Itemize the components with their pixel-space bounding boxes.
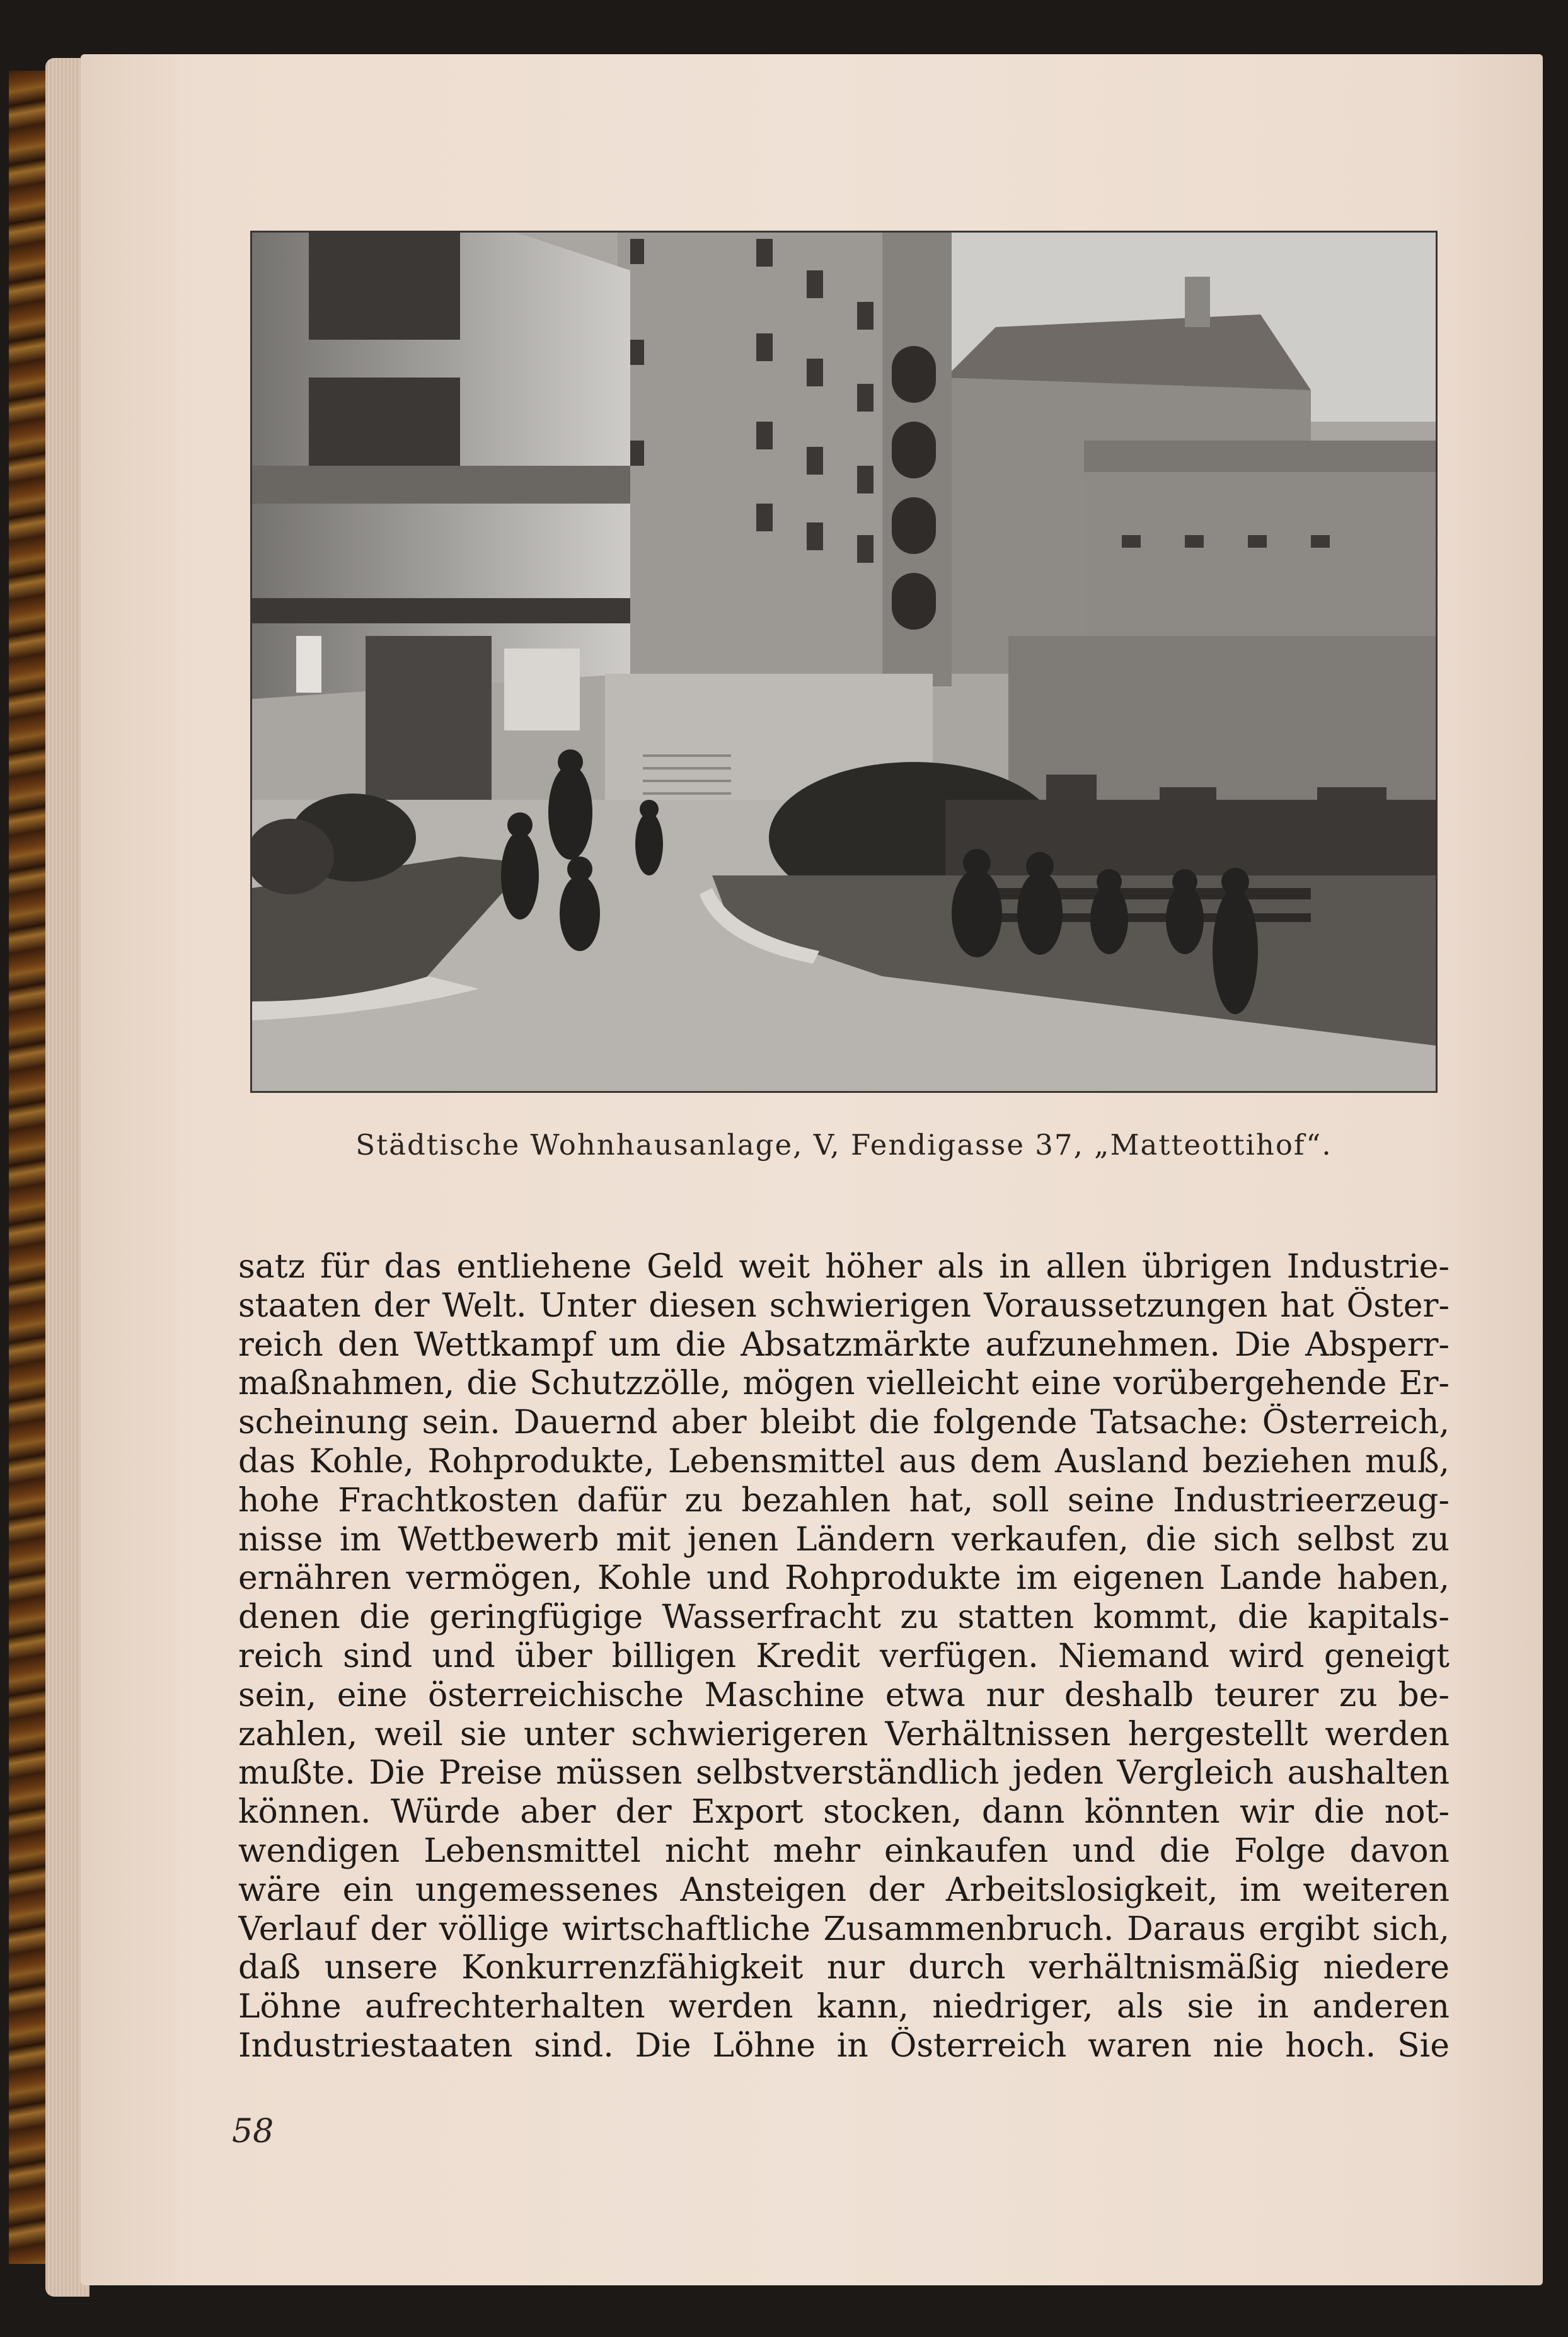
photo-caption: Städtische Wohnhausanlage, V, Fendigasse 37, „Matteottihof“. — [355, 1128, 1332, 1162]
text-line: ernähren vermögen, Kohle und Rohprodukte im eigenen Lande haben, — [238, 1559, 1450, 1598]
text-line: daß unsere Konkurrenzfähigkeit nur durch verhältnismäßig niedere — [238, 1949, 1450, 1987]
text-line: Löhne aufrechterhalten werden kann, niedriger, als sie in anderen — [238, 1988, 1450, 2026]
text-line: können. Würde aber der Export stocken, dann könnten wir die not- — [238, 1793, 1450, 1832]
text-line: scheinung sein. Dauernd aber bleibt die folgende Tatsache: Österreich, — [238, 1404, 1450, 1442]
text-line: sein, eine österreichische Maschine etwa nur deshalb teurer zu be- — [238, 1676, 1450, 1714]
text-line: hohe Frachtkosten dafür zu bezahlen hat, soll seine Industrieerzeug- — [238, 1481, 1450, 1520]
body-text — [238, 1248, 1450, 2066]
text-line: Verlauf der völlige wirtschaftliche Zusammenbruch. Daraus ergibt sich, — [238, 1910, 1450, 1948]
text-line: das Kohle, Rohprodukte, Lebensmittel aus dem Ausland beziehen muß, — [238, 1442, 1450, 1480]
text-line: wäre ein ungemessenes Ansteigen der Arbeitslosigkeit, im weiteren — [238, 1871, 1450, 1909]
text-line: satz für das entliehene Geld weit höher als in allen übrigen Industrie- — [238, 1248, 1450, 1286]
text-line: maßnahmen, die Schutzzölle, mögen vielleicht eine vorübergehende Er- — [238, 1365, 1450, 1403]
book-binding — [9, 71, 48, 2264]
text-line: Industriestaaten sind. Die Löhne in Österreich waren nie hoch. Sie — [238, 2026, 1450, 2065]
text-line: reich sind und über billigen Kredit verfügen. Niemand wird geneigt — [238, 1637, 1450, 1675]
page-number: 58 — [232, 2113, 274, 2150]
text-line: reich den Wettkampf um die Absatzmärkte aufzunehmen. Die Absperr- — [238, 1325, 1450, 1364]
text-line: denen die geringfügige Wasserfracht zu statten kommt, die kapitals- — [238, 1598, 1450, 1637]
text-line: mußte. Die Preise müssen selbstverständlich jeden Vergleich aushalten — [238, 1754, 1450, 1792]
text-line: nisse im Wettbewerb mit jenen Ländern verkaufen, die sich selbst zu — [238, 1520, 1450, 1559]
text-line: staaten der Welt. Unter diesen schwierigen Voraussetzungen hat Öster- — [238, 1286, 1450, 1325]
courtyard-photograph — [250, 231, 1438, 1093]
text-line: wendigen Lebensmittel nicht mehr einkaufen und die Folge davon — [238, 1832, 1450, 1870]
text-line: zahlen, weil sie unter schwierigeren Verhältnissen hergestellt werden — [238, 1715, 1450, 1753]
